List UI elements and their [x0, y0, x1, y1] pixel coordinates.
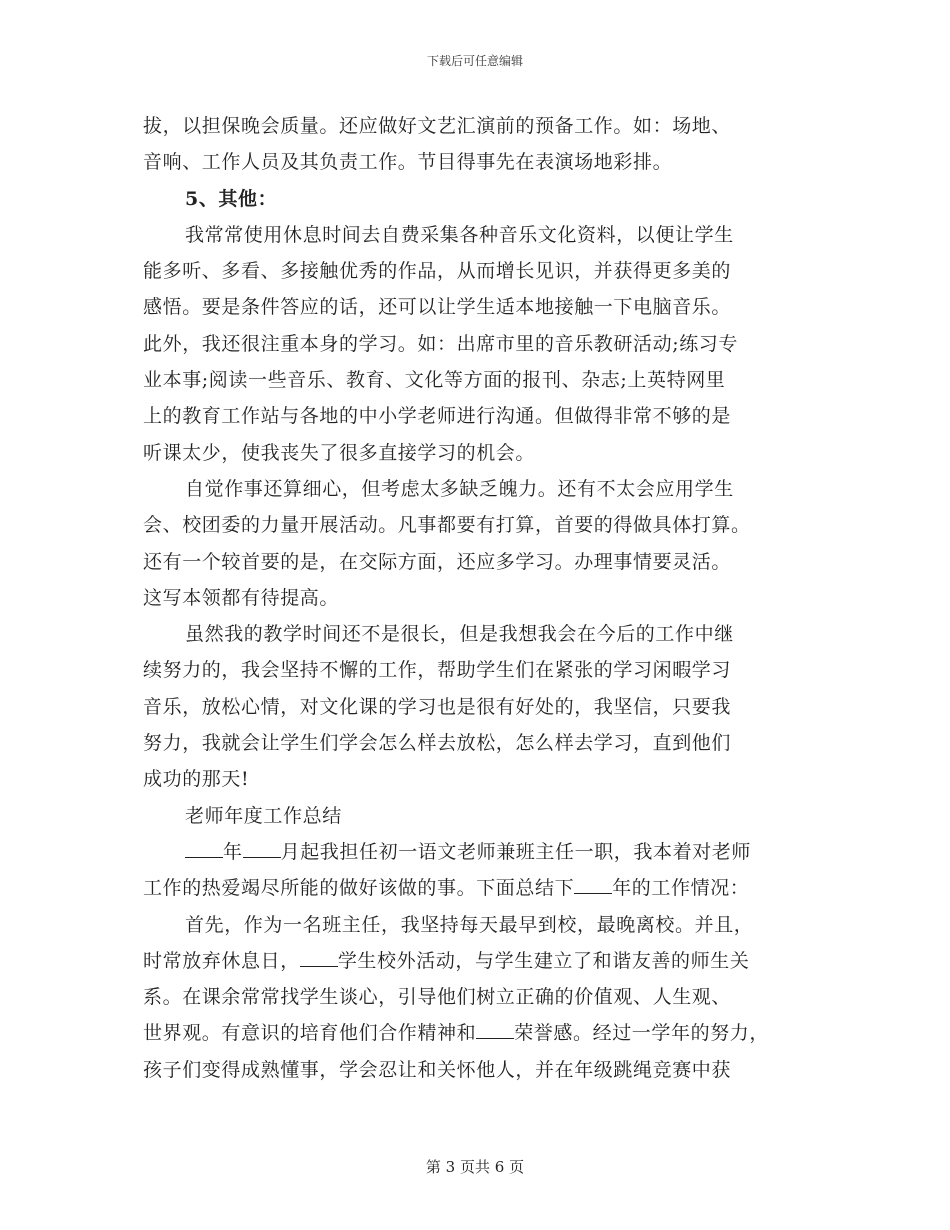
- fill-blank: [243, 839, 281, 858]
- body-line: 系。在课余常常找学生谈心，引导他们树立正确的价值观、人生观、: [143, 986, 732, 1009]
- body-line: 上的教育工作站与各地的中小学老师进行沟通。但做得非常不够的是: [143, 405, 732, 428]
- section-heading: 5、其他：: [185, 187, 278, 210]
- body-line: [143, 834, 808, 870]
- body-line: 此外，我还很注重本身的学习。如：出席市里的音乐教研活动;练习专: [143, 332, 739, 355]
- fill-blank: [574, 875, 612, 894]
- body-line: 业本事;阅读一些音乐、教育、文化等方面的报刊、杂志;上英特网里: [143, 369, 726, 392]
- body-line: [143, 943, 808, 979]
- body-text-fragment: 世界观。有意识的培育他们合作精神和: [143, 1022, 477, 1045]
- page-header: 下载后可任意编辑: [426, 54, 523, 68]
- body-line: [143, 870, 808, 906]
- body-text-fragment: 月起我担任初一语文老师兼班主任一职，我本着对老师: [280, 840, 752, 863]
- body-line: 还有一个较首要的是，在交际方面，还应多学习。办理事情要灵活。: [143, 550, 732, 573]
- document-title: 老师年度工作总结: [185, 804, 342, 827]
- body-line: 我常常使用休息时间去自费采集各种音乐文化资料，以便让学生: [185, 223, 734, 246]
- fill-blank: [185, 839, 223, 858]
- body-line: [143, 1015, 808, 1051]
- body-line: 音响、工作人员及其负责工作。节目得事先在表演场地彩排。: [143, 151, 673, 174]
- body-line: 音乐，放松心情，对文化课的学习也是很有好处的，我坚信，只要我: [143, 695, 732, 718]
- body-line: 能多听、多看、多接触优秀的作品，从而增长见识，并获得更多美的: [143, 260, 732, 283]
- body-line: 续努力的，我会坚持不懈的工作，帮助学生们在紧张的学习闲暇学习: [143, 659, 732, 682]
- page-footer: 第 3 页共 6 页: [425, 1158, 525, 1176]
- body-line: 努力，我就会让学生们学会怎么样去放松，怎么样去学习，直到他们: [143, 732, 732, 755]
- fill-blank: [476, 1020, 514, 1039]
- body-line: 孩子们变得成熟懂事，学会忍让和关怀他人，并在年级跳绳竞赛中获: [143, 1058, 732, 1081]
- body-text-fragment: 年: [223, 840, 243, 863]
- body-line: 成功的那天!: [143, 768, 250, 791]
- body-line: 首先，作为一名班主任，我坚持每天最早到校，最晚离校。并且，: [185, 913, 754, 936]
- body-line: 虽然我的教学时间还不是很长，但是我想我会在今后的工作中继: [185, 623, 734, 646]
- body-line: 感悟。要是条件答应的话，还可以让学生适本地接触一下电脑音乐。: [143, 296, 732, 319]
- body-text-fragment: 荣誉感。经过一学年的努力，: [514, 1022, 770, 1045]
- fill-blank: [300, 948, 338, 967]
- body-text-fragment: 学生校外活动，与学生建立了和谐友善的师生关: [337, 949, 750, 972]
- body-line: 拔，以担保晚会质量。还应做好文艺汇演前的预备工作。如：场地、: [143, 115, 732, 137]
- body-line: 这写本领都有待提高。: [143, 586, 340, 609]
- body-text-fragment: 年的工作情况：: [612, 877, 750, 900]
- body-text-fragment: 工作的热爱竭尽所能的做好该做的事。下面总结下: [143, 877, 575, 900]
- document-body: [143, 108, 808, 1088]
- body-line: 自觉作事还算细心，但考虑太多缺乏魄力。还有不太会应用学生: [185, 477, 734, 500]
- body-line: 听课太少，使我丧失了很多直接学习的机会。: [143, 441, 536, 464]
- body-line: 会、校团委的力量开展活动。凡事都要有打算，首要的得做具体打算。: [143, 514, 751, 537]
- body-text-fragment: 时常放弃休息日，: [143, 949, 300, 972]
